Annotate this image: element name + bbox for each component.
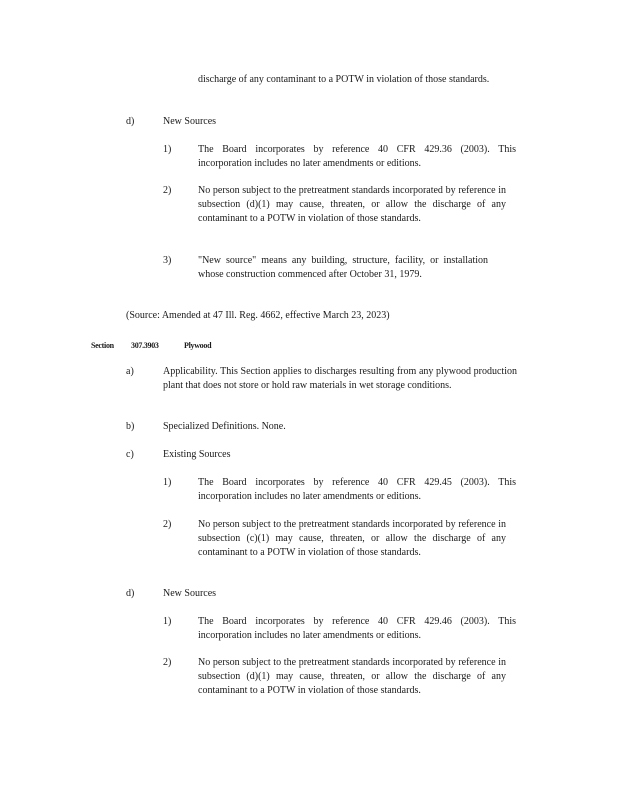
continuation-paragraph: discharge of any contaminant to a POTW in violation of those standards. <box>198 74 490 85</box>
item-paragraph: "New source" means any building, structure, facility, or installation whose construction commenced after October 31, 1979. <box>198 255 488 280</box>
source-note: (Source: Amended at 47 Ill. Reg. 4662, effective March 23, 2023) <box>126 310 390 321</box>
subsection-marker: a) <box>126 366 134 377</box>
subsection-marker: d) <box>126 588 135 599</box>
section-label: Section <box>91 341 114 350</box>
item-paragraph: The Board incorporates by reference 40 CFR 429.46 (2003). This incorporation includes no later amendments or editions. <box>198 616 516 641</box>
section-number: 307.3903 <box>131 341 159 350</box>
item-marker: 3) <box>163 255 172 266</box>
section-title: Plywood <box>184 341 212 350</box>
subsection-paragraph: Applicability. This Section applies to discharges resulting from any plywood production plant that does not store or hold raw materials in wet storage conditions. <box>163 366 517 391</box>
subsection-heading: New Sources <box>163 588 217 599</box>
item-marker: 1) <box>163 616 172 627</box>
item-paragraph: The Board incorporates by reference 40 CFR 429.36 (2003). This incorporation includes no later amendments or editions. <box>198 144 516 169</box>
item-marker: 1) <box>163 477 172 488</box>
subsection-marker: c) <box>126 449 134 460</box>
item-marker: 1) <box>163 144 172 155</box>
subsection-marker: d) <box>126 116 135 127</box>
subsection-marker: b) <box>126 421 135 432</box>
item-paragraph: No person subject to the pretreatment standards incorporated by reference in subsection (d)(1) may cause, threaten, or allow the discharge of any contaminant to a POTW in violation of those standards. <box>198 657 506 696</box>
item-paragraph: No person subject to the pretreatment standards incorporated by reference in subsection (d)(1) may cause, threaten, or allow the discharge of any contaminant to a POTW in violation of those standards. <box>198 185 506 224</box>
subsection-heading: Existing Sources <box>163 449 231 460</box>
item-paragraph: No person subject to the pretreatment standards incorporated by reference in subsection (c)(1) may cause, threaten, or allow the discharge of any contaminant to a POTW in violation of those standards. <box>198 519 506 558</box>
item-marker: 2) <box>163 185 172 196</box>
item-paragraph: The Board incorporates by reference 40 CFR 429.45 (2003). This incorporation includes no later amendments or editions. <box>198 477 516 502</box>
item-marker: 2) <box>163 519 172 530</box>
subsection-heading: New Sources <box>163 116 217 127</box>
item-marker: 2) <box>163 657 172 668</box>
subsection-paragraph: Specialized Definitions. None. <box>163 421 286 432</box>
